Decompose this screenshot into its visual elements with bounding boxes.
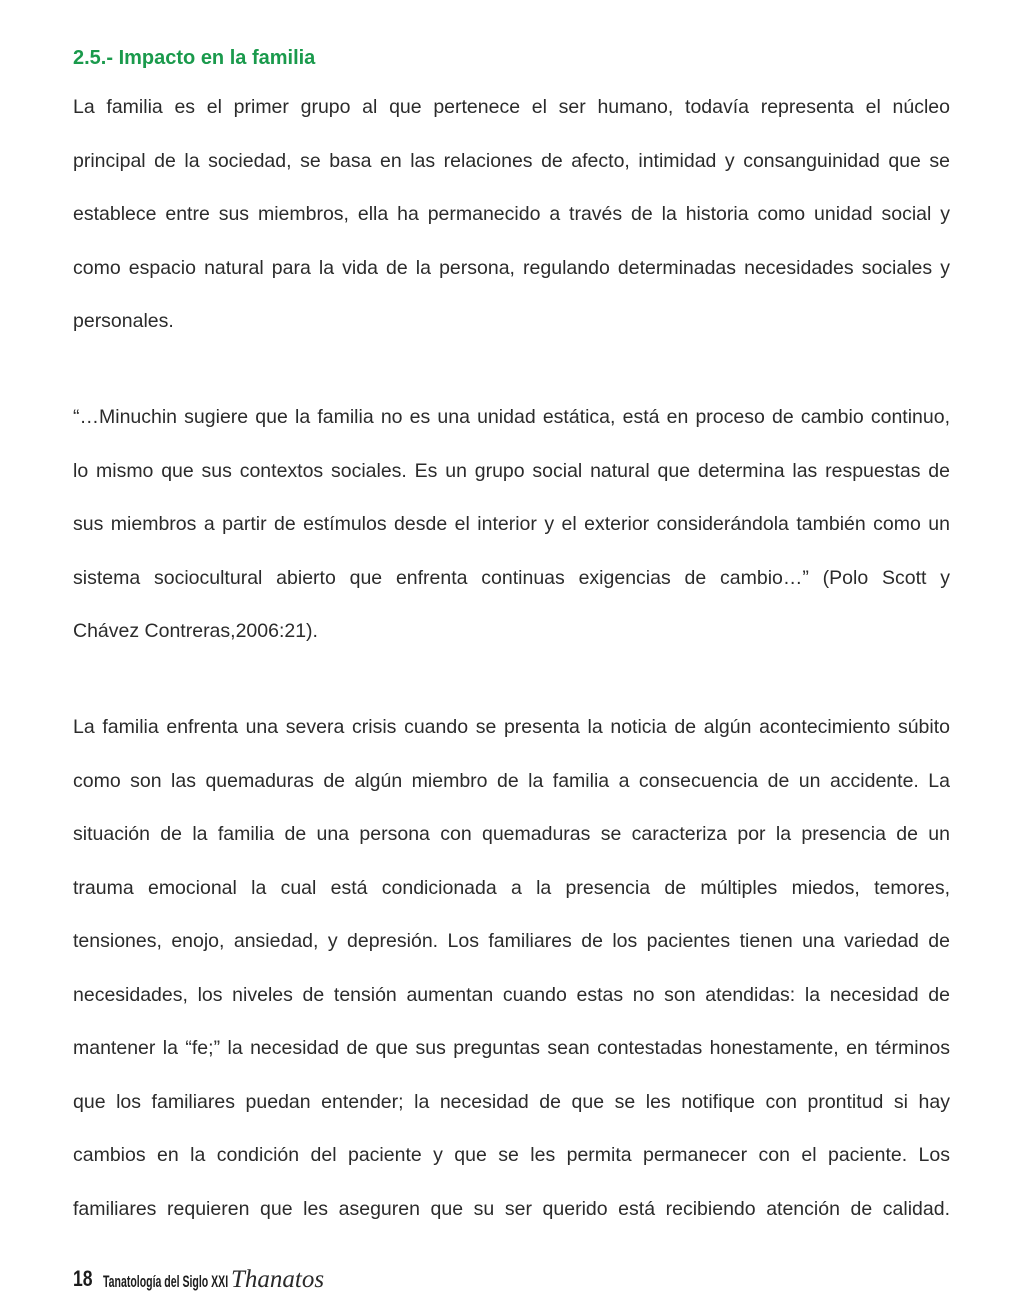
paragraph-line: como espacio natural para la vida de la persona, regulando determinadas necesidades sociales y <box>73 256 950 279</box>
paragraph-family-crisis <box>73 701 950 1236</box>
paragraph-line: La familia enfrenta una severa crisis cuando se presenta la noticia de algún acontecimiento súbito <box>73 716 950 738</box>
paragraph-line: tensiones, enojo, ansiedad, y depresión. Los familiares de los pacientes tienen una variedad de <box>73 930 950 952</box>
paragraph-minuchin-quote <box>73 391 950 659</box>
paragraph-line: como son las quemaduras de algún miembro de la familia a consecuencia de un accidente. La <box>73 769 950 792</box>
paragraph-line: necesidades, los niveles de tensión aumentan cuando estas no son atendidas: la necesidad de <box>73 983 950 1006</box>
paragraph-line: situación de la familia de una persona con quemaduras se caracteriza por la presencia de un <box>73 823 950 845</box>
paragraph-line: “…Minuchin sugiere que la familia no es una unidad estática, está en proceso de cambio continuo, <box>73 406 950 428</box>
paragraph-line: establece entre sus miembros, ella ha permanecido a través de la historia como unidad social y <box>73 203 950 225</box>
publication-title: Tanatología del Siglo XXI <box>103 1272 229 1291</box>
paragraph-line: lo mismo que sus contextos sociales. Es un grupo social natural que determina las respuestas de <box>73 459 950 482</box>
paragraph-line: sistema sociocultural abierto que enfrenta continuas exigencias de cambio…” (Polo Scott y <box>73 566 950 589</box>
section-heading: 2.5.- Impacto en la familia <box>73 47 316 69</box>
page-number: 18 <box>73 1266 93 1291</box>
paragraph-family-definition <box>73 81 950 349</box>
paragraph-line: personales. <box>73 310 174 332</box>
paragraph-line: que los familiares puedan entender; la necesidad de que se les notifique con prontitud si hay <box>73 1090 950 1113</box>
paragraph-line: sus miembros a partir de estímulos desde el interior y el exterior considerándola también como un <box>73 513 950 535</box>
thanatos-logo: Thanatos <box>231 1266 325 1293</box>
paragraph-line: principal de la sociedad, se basa en las relaciones de afecto, intimidad y consanguinidad que se <box>73 149 950 172</box>
paragraph-line: mantener la “fe;” la necesidad de que sus preguntas sean contestadas honestamente, en términos <box>73 1037 950 1059</box>
paragraph-line: familiares requieren que les aseguren que su ser querido está recibiendo atención de calidad. <box>73 1197 950 1220</box>
paragraph-line: Chávez Contreras,2006:21). <box>73 620 318 642</box>
paragraph-line: cambios en la condición del paciente y que se les permita permanecer con el paciente. Los <box>73 1144 950 1166</box>
paragraph-line: trauma emocional la cual está condicionada a la presencia de múltiples miedos, temores, <box>73 876 950 899</box>
paragraph-line: La familia es el primer grupo al que pertenece el ser humano, todavía representa el núcleo <box>73 96 950 118</box>
page-footer <box>73 1258 324 1292</box>
